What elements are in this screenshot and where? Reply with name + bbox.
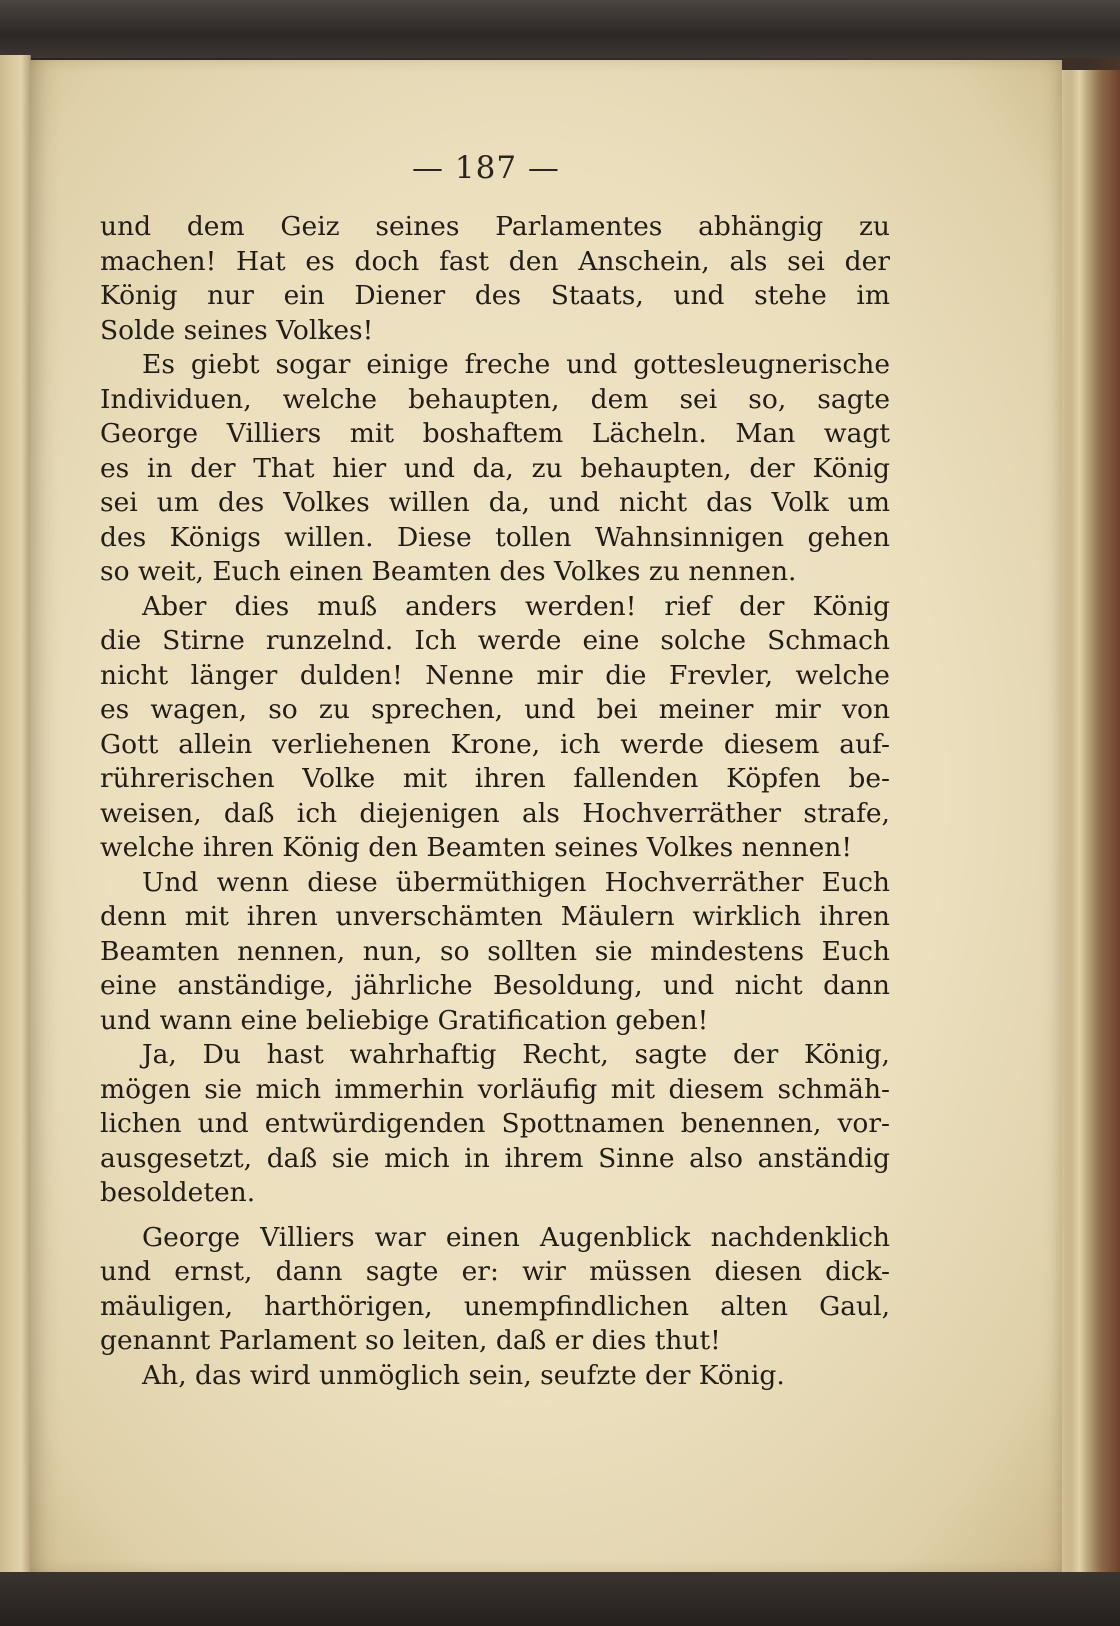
text-line: nicht länger dulden! Nenne mir die Frevler, welche xyxy=(100,659,890,691)
previous-page-edge xyxy=(0,55,31,1580)
text-line: mögen sie mich immerhin vorläufig mit diesem schmäh- xyxy=(100,1073,890,1105)
text-line: Beamten nennen, nun, so sollten sie mindestens Euch xyxy=(100,935,890,967)
text-line: und wann eine beliebige Gratification geben! xyxy=(100,1004,709,1036)
text-line: Aber dies muß anders werden! rief der König xyxy=(142,590,890,622)
text-line: ausgesetzt, daß sie mich in ihrem Sinne also anständig xyxy=(100,1142,890,1174)
text-line: eine anständige, jährliche Besoldung, und nicht dann xyxy=(100,970,890,1001)
text-line: es in der That hier und da, zu behaupten, der König xyxy=(100,452,890,484)
text-line: Individuen, welche behaupten, dem sei so, sagte xyxy=(100,383,890,415)
page-number: — 187 — xyxy=(412,150,560,186)
text-line: besoldeten. xyxy=(100,1177,256,1208)
text-line: lichen und entwürdigenden Spottnamen benennen, vor- xyxy=(100,1108,890,1139)
text-line: machen! Hat es doch fast den Anschein, als sei der xyxy=(100,245,890,277)
text-line: Gott allein verliehenen Krone, ich werde diesem auf- xyxy=(100,728,890,760)
text-line: genannt Parlament so leiten, daß er dies thut! xyxy=(100,1325,721,1356)
page-stack-edge xyxy=(1058,70,1120,1575)
text-line: es wagen, so zu sprechen, und bei meiner mir von xyxy=(100,694,890,725)
page-text xyxy=(100,210,890,1393)
text-line: so weit, Euch einen Beamten des Volkes zu nennen. xyxy=(100,556,797,587)
text-line: Ja, Du hast wahrhaftig Recht, sagte der König, xyxy=(142,1039,890,1070)
book-page xyxy=(30,60,1062,1572)
text-line: Und wenn diese übermüthigen Hochverräther Euch xyxy=(142,866,890,898)
book-binding-bottom xyxy=(0,1572,1120,1626)
text-line: sei um des Volkes willen da, und nicht das Volk um xyxy=(100,487,890,518)
text-line: George Villiers mit boshaftem Lächeln. Man wagt xyxy=(100,418,890,449)
text-line: rührerischen Volke mit ihren fallenden Köpfen be- xyxy=(100,763,890,794)
text-line: und dem Geiz seines Parlamentes abhängig zu xyxy=(100,211,890,242)
text-line: König nur ein Diener des Staats, und stehe im xyxy=(100,280,890,311)
text-line: George Villiers war einen Augenblick nachdenklich xyxy=(142,1221,890,1253)
text-line: Solde seines Volkes! xyxy=(100,314,374,346)
text-line: welche ihren König den Beamten seines Volkes nennen! xyxy=(100,832,852,863)
text-line: des Königs willen. Diese tollen Wahnsinnigen gehen xyxy=(100,521,890,553)
text-line: und ernst, dann sagte er: wir müssen diesen dick- xyxy=(100,1256,890,1287)
text-line: die Stirne runzelnd. Ich werde eine solche Schmach xyxy=(100,625,890,656)
text-line: denn mit ihren unverschämten Mäulern wirklich ihren xyxy=(100,901,890,932)
text-line: mäuligen, harthörigen, unempfindlichen alten Gaul, xyxy=(100,1290,890,1322)
text-line: Es giebt sogar einige freche und gottesleugnerische xyxy=(142,349,890,380)
book-binding-top xyxy=(0,0,1120,58)
text-line: weisen, daß ich diejenigen als Hochverräther strafe, xyxy=(100,797,890,829)
text-line: Ah, das wird unmöglich sein, seufzte der König. xyxy=(142,1359,785,1391)
